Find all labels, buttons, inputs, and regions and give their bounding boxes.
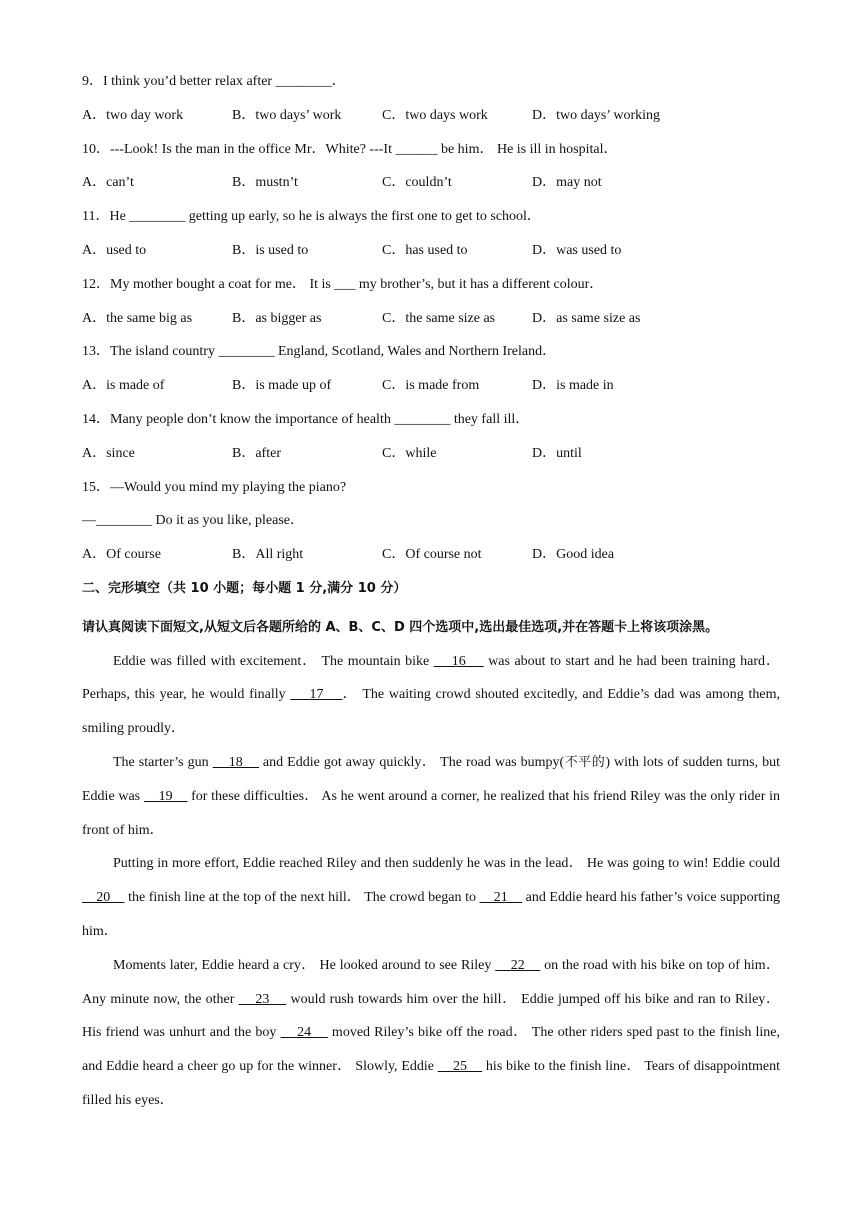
passage-paragraph-3	[82, 847, 780, 948]
blank-25: 25	[437, 1059, 483, 1075]
question-12-options	[82, 307, 780, 341]
q10-option-a: A．can’t	[82, 175, 134, 191]
question-14-options	[82, 442, 780, 476]
blank-22: 22	[495, 957, 541, 973]
q14-option-b: B．after	[232, 445, 281, 461]
passage-paragraph-2	[82, 746, 780, 847]
q15-option-b: B．All right	[232, 547, 304, 563]
q9-option-c: C．two days work	[382, 107, 488, 123]
p1-text-3: ． The waiting crowd shouted excitedly, and Eddie’s dad was among them, smiling proudly．	[82, 687, 780, 737]
p3-text-2: the finish line at the top of the next hill． The crowd began to	[124, 890, 480, 906]
q10-option-c: C．couldn’t	[382, 175, 452, 191]
passage-paragraph-1	[82, 645, 780, 746]
q14-option-c: C．while	[382, 445, 437, 461]
question-11-stem: 11．He ________ getting up early, so he is always the first one to get to school．	[82, 209, 541, 225]
exam-page	[82, 70, 780, 1118]
p1-text-1: Eddie was filled with excitement． The mountain bike	[113, 653, 434, 669]
p3-text-3: and Eddie heard his father’s voice supporting him．	[82, 890, 781, 939]
question-14-stem: 14．Many people don’t know the importance of health ________ they fall ill．	[82, 411, 530, 427]
blank-17: 17	[290, 687, 343, 703]
p2-text-4: for these difficulties． As he went around a corner, he realized that his friend Riley was the only rider in front of him．	[82, 788, 780, 838]
question-9-options	[82, 104, 780, 138]
question-11-options	[82, 239, 780, 273]
p2-text-1: The starter’s gun	[113, 754, 213, 770]
passage-paragraph-4	[82, 949, 780, 1118]
q13-option-a: A．is made of	[82, 378, 165, 394]
section-2-instruction: 请认真阅读下面短文,从短文后各题所给的 A、B、C、D 四个选项中,选出最佳选项,并在答题卡上将该项涂黑。	[82, 619, 719, 635]
q9-option-b: B．two days’ work	[232, 107, 342, 123]
question-10-stem: 10．---Look! Is the man in the office Mr．White? ---It ______ be him． He is ill in hospital．	[82, 141, 618, 157]
p3-text-1: Putting in more effort, Eddie reached Riley and then suddenly he was in the lead． He was going to win! Eddie could	[113, 856, 780, 872]
q9-option-d: D．two days’ working	[532, 107, 661, 123]
q14-option-a: A．since	[82, 445, 135, 461]
p4-text-2: on the road with his bike on top of him． Any minute now, the other	[82, 957, 780, 1007]
q11-option-c: C．has used to	[382, 242, 468, 258]
p2-text-3: ) with lots of sudden turns, but Eddie was	[82, 754, 780, 804]
q12-option-b: B．as bigger as	[232, 310, 322, 326]
blank-16: 16	[433, 653, 484, 669]
question-15-stem: 15．—Would you mind my playing the piano?	[82, 479, 347, 495]
p4-text-4: moved Riley’s bike off the road． The other riders sped past to the finish line, and Eddie heard a cheer go up for the winner． Slowly, Eddie	[82, 1025, 781, 1075]
q12-option-d: D．as same size as	[532, 310, 641, 326]
q15-option-c: C．Of course not	[382, 547, 482, 563]
question-9-stem: 9．I think you’d better relax after ________．	[82, 74, 346, 89]
blank-24: 24	[280, 1025, 328, 1041]
q10-option-b: B．mustn’t	[232, 175, 298, 191]
q15-option-d: D．Good idea	[532, 547, 615, 563]
p2-text-2: and Eddie got away quickly． The road was bumpy(	[258, 754, 565, 770]
q11-option-d: D．was used to	[532, 242, 622, 258]
question-12-stem: 12．My mother bought a coat for me． It is ___ my brother’s, but it has a different colour．	[82, 276, 604, 292]
question-13-stem: 13．The island country ________ England, Scotland, Wales and Northern Ireland．	[82, 344, 557, 360]
blank-21: 21	[479, 890, 523, 906]
q11-option-b: B．is used to	[232, 242, 309, 258]
question-15-stem-reply: —________ Do it as you like, please．	[82, 513, 305, 529]
q14-option-d: D．until	[532, 445, 582, 461]
blank-23: 23	[238, 991, 287, 1007]
q13-option-b: B．is made up of	[232, 378, 332, 394]
q13-option-c: C．is made from	[382, 378, 480, 394]
q12-option-a: A．the same big as	[82, 310, 193, 326]
q10-option-d: D．may not	[532, 175, 602, 191]
question-15-options	[82, 543, 780, 577]
q9-option-a: A．two day work	[82, 107, 184, 123]
blank-19: 19	[143, 788, 188, 804]
q15-option-a: A．Of course	[82, 547, 161, 563]
blank-18: 18	[212, 754, 259, 770]
question-13-options	[82, 374, 780, 408]
q12-option-c: C．the same size as	[382, 310, 496, 326]
p2-chinese-gloss: 不平的	[564, 754, 606, 770]
q13-option-d: D．is made in	[532, 378, 614, 394]
p4-text-3: would rush towards him over the hill． Eddie jumped off his bike and ran to Riley． His friend was unhurt and the boy	[82, 991, 780, 1041]
section-2-title: 二、完形填空（共 10 小题；每小题 1 分,满分 10 分）	[82, 580, 407, 596]
p4-text-5: his bike to the finish line． Tears of disappointment filled his eyes．	[82, 1059, 781, 1108]
blank-20: 20	[82, 890, 125, 906]
p4-text-1: Moments later, Eddie heard a cry． He looked around to see Riley	[113, 957, 496, 973]
q11-option-a: A．used to	[82, 242, 147, 258]
question-10-options	[82, 171, 780, 205]
p1-text-2: was about to start and he had been training hard． Perhaps, this year, he would finally	[82, 653, 781, 703]
